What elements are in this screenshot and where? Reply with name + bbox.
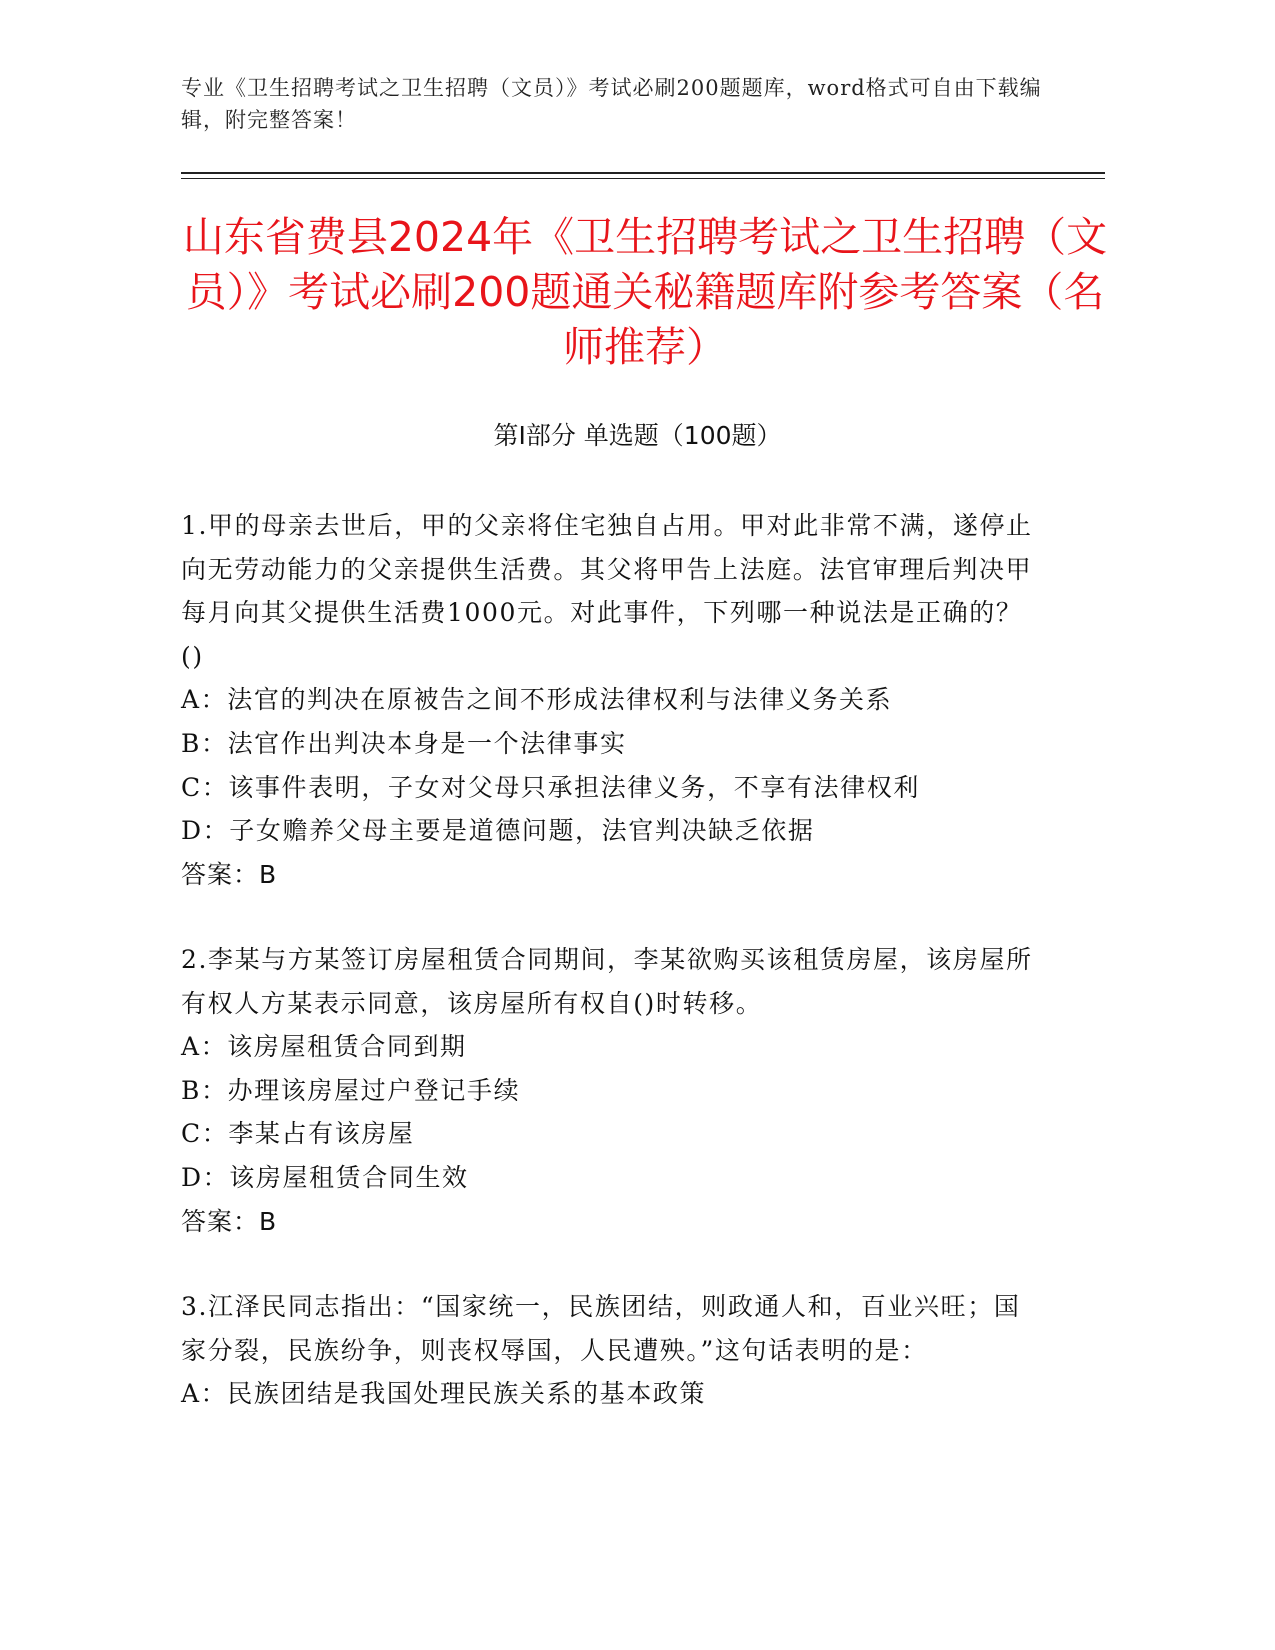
option-d: D：子女赡养父母主要是道德问题，法官判决缺乏依据 [181,816,815,846]
header-divider-thin [181,178,1105,179]
option-a: A：该房屋租赁合同到期 [181,1032,467,1062]
header-note: 专业《卫生招聘考试之卫生招聘（文员）》考试必刷200题题库，word格式可自由下载编辑，附完整答案！ [181,76,1042,132]
document-title: 山东省费县2024年《卫生招聘考试之卫生招聘（文员）》考试必刷200题通关秘籍题库附参考答案（名师推荐） [182,213,1108,371]
option-a: A：民族团结是我国处理民族关系的基本政策 [181,1379,707,1409]
answer-line: 答案：B [181,859,278,889]
option-a: A：法官的判决在原被告之间不形成法律权利与法律义务关系 [181,685,893,715]
question-stem: 3.江泽民同志指出：“国家统一，民族团结，则政通人和，百业兴旺；国家分裂，民族纷争，则丧权辱国，人民遭殃。”这句话表明的是： [181,1292,1021,1365]
option-b: B：法官作出判决本身是一个法律事实 [181,728,627,758]
answer-line: 答案：B [181,1206,278,1236]
section-title: 第I部分 单选题（100题） [493,421,782,450]
option-b: B：办理该房屋过户登记手续 [181,1075,521,1105]
option-d: D：该房屋租赁合同生效 [181,1162,469,1192]
question-3 [181,1285,1041,1416]
option-c: C：该事件表明，子女对父母只承担法律义务，不享有法律权利 [181,772,920,802]
question-2 [181,938,1041,1243]
question-1 [181,504,1041,896]
header-divider-thick [181,172,1105,174]
question-stem: 1.甲的母亲去世后，甲的父亲将住宅独自占用。甲对此非常不满，遂停止向无劳动能力的父亲提供生活费。其父将甲告上法庭。法官审理后判决甲每月向其父提供生活费1000元。对此事件，下列哪一种说法是正确的？() [181,511,1033,671]
question-stem: 2.李某与方某签订房屋租赁合同期间，李某欲购买该租赁房屋，该房屋所有权人方某表示同意，该房屋所有权自()时转移。 [181,945,1033,1018]
option-c: C：李某占有该房屋 [181,1119,415,1149]
